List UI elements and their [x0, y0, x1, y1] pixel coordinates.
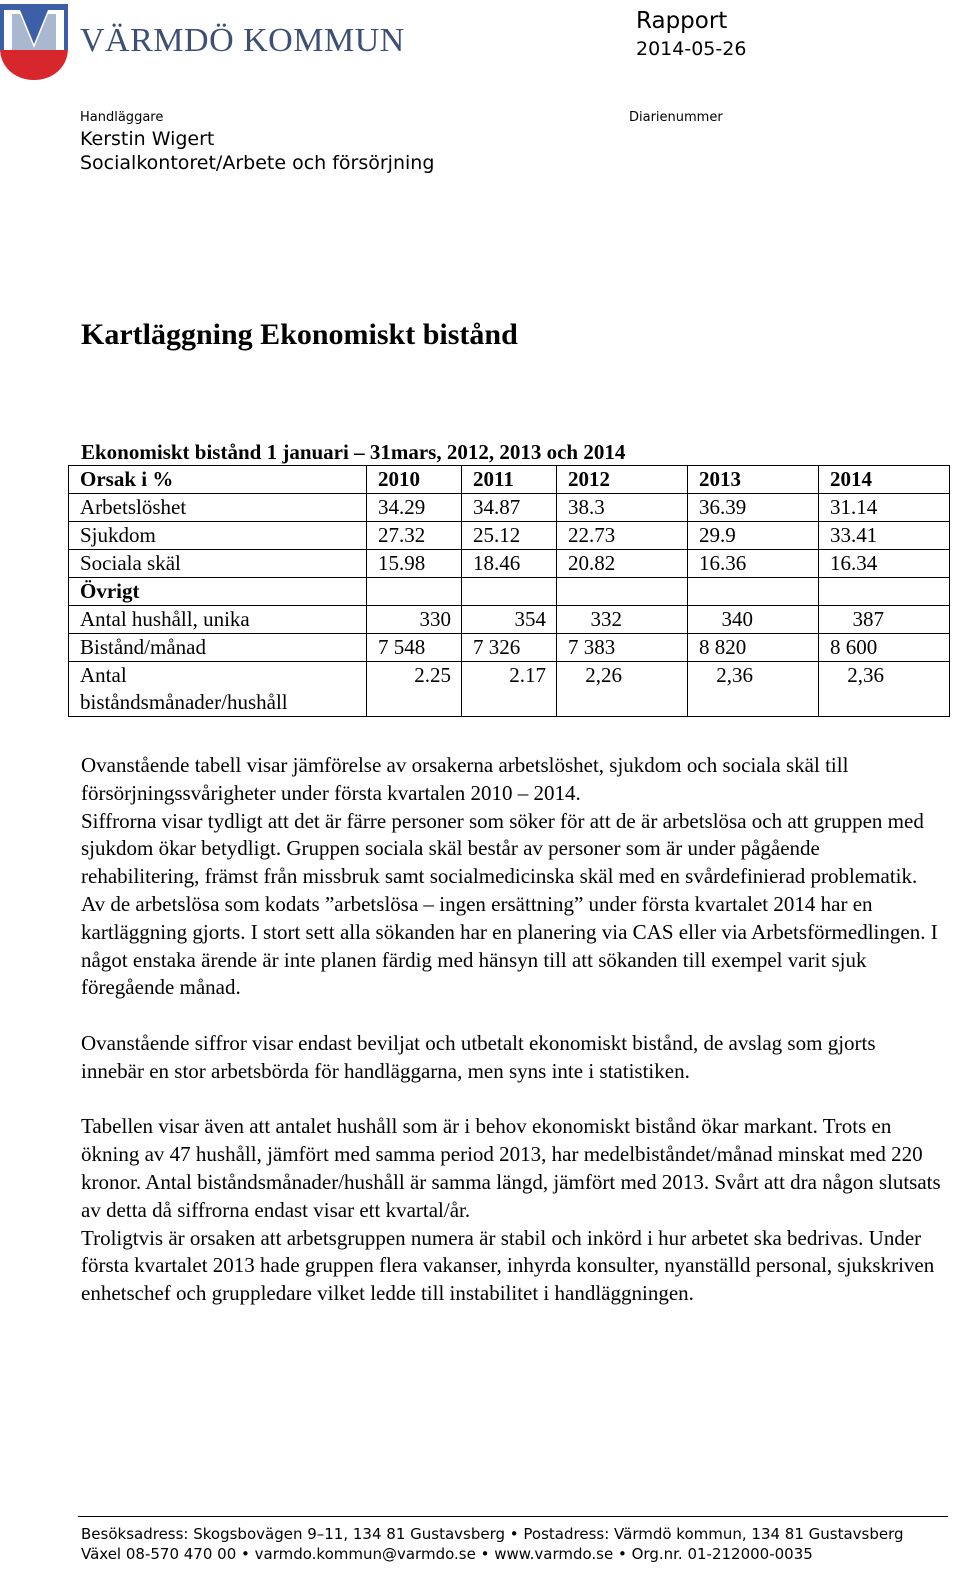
- table-cell: Bistånd/månad: [69, 634, 367, 662]
- table-cell: 15.98: [367, 550, 462, 578]
- table-header-cell: 2011: [462, 466, 557, 494]
- table-header-cell: 2014: [819, 466, 950, 494]
- document-type: Rapport: [636, 8, 728, 34]
- table-header-cell: Orsak i %: [69, 466, 367, 494]
- table-cell: 387: [819, 606, 950, 634]
- body-paragraph: Av de arbetslösa som kodats ”arbetslösa – ingen ersättning” under första kvartalet 2014 har en kartläggning gjorts. I stort sett alla sökanden har en planering via CAS eller via Arbetsförmedlingen. I något enstaka ärende är inte planen färdig med hänsyn till att sökanden till exempel varit sjuk föregående månad.: [81, 891, 938, 1000]
- table-cell: Antal hushåll, unika: [69, 606, 367, 634]
- table-cell: [688, 578, 819, 606]
- table-row: [69, 634, 950, 662]
- report-body: [81, 752, 941, 1308]
- table-cell: 34.29: [367, 494, 462, 522]
- table-cell: 7 548: [367, 634, 462, 662]
- body-paragraph: Tabellen visar även att antalet hushåll som är i behov ekonomiskt bistånd ökar markant. Trots en ökning av 47 hushåll, jämfört med samma period 2013, har medelbiståndet/månad minskat med 220 kronor. Antal biståndsmånader/hushåll är samma längd, jämfört med 2013. Svårt att dra någon slutsats av detta då siffrorna endast visar ett kvartal/år.: [81, 1114, 941, 1222]
- table-cell: 2,36: [819, 662, 950, 717]
- footer-address: Besöksadress: Skogsbovägen 9–11, 134 81 Gustavsberg • Postadress: Värmdö kommun, 134 81 Gustavsberg: [81, 1525, 904, 1543]
- table-cell: [557, 578, 688, 606]
- page-title: Kartläggning Ekonomiskt bistånd: [81, 318, 518, 351]
- document-date: 2014-05-26: [636, 38, 747, 60]
- table-title: Ekonomiskt bistånd 1 januari – 31mars, 2012, 2013 och 2014: [81, 440, 626, 464]
- table-cell: 2,26: [557, 662, 688, 717]
- table-cell: [819, 578, 950, 606]
- table-cell: 354: [462, 606, 557, 634]
- table-row: [69, 606, 950, 634]
- body-paragraph: Troligtvis är orsaken att arbetsgruppen numera är stabil och inkörd i hur arbetet ska bedrivas. Under första kvartalet 2013 hade gruppen flera vakanser, inhyrda konsulter, nyanställd personal, sjukskriven enhetschef och gruppledare vilket ledde till instabilitet i handläggningen.: [81, 1225, 935, 1306]
- table-row: [69, 550, 950, 578]
- table-cell: 25.12: [462, 522, 557, 550]
- table-cell: 8 600: [819, 634, 950, 662]
- table-cell: 20.82: [557, 550, 688, 578]
- table-cell: 330: [367, 606, 462, 634]
- table-header-row: [69, 466, 950, 494]
- handler-unit: Socialkontoret/Arbete och försörjning: [80, 152, 435, 174]
- table-cell: 8 820: [688, 634, 819, 662]
- table-cell: 2.25: [367, 662, 462, 717]
- handler-name: Kerstin Wigert: [80, 128, 215, 150]
- table-header-cell: 2012: [557, 466, 688, 494]
- table-cell: 31.14: [819, 494, 950, 522]
- table-cell: 2,36: [688, 662, 819, 717]
- table-cell: [367, 578, 462, 606]
- table-cell: Sociala skäl: [69, 550, 367, 578]
- table-cell: Antal biståndsmånader/hushåll: [69, 662, 367, 717]
- table-header-cell: 2010: [367, 466, 462, 494]
- footer-contact: Växel 08-570 470 00 • varmdo.kommun@varmdo.se • www.varmdo.se • Org.nr. 01-212000-0035: [81, 1545, 813, 1563]
- table-cell: 22.73: [557, 522, 688, 550]
- table-cell: 7 326: [462, 634, 557, 662]
- table-cell: 18.46: [462, 550, 557, 578]
- table-cell: 16.36: [688, 550, 819, 578]
- table-cell: [462, 578, 557, 606]
- table-cell: 29.9: [688, 522, 819, 550]
- table-row: [69, 662, 950, 717]
- table-cell: Arbetslöshet: [69, 494, 367, 522]
- table-cell: 2.17: [462, 662, 557, 717]
- table-cell: Övrigt: [69, 578, 367, 606]
- handler-label: Handläggare: [80, 110, 164, 125]
- table-cell: 33.41: [819, 522, 950, 550]
- body-paragraph: Ovanstående tabell visar jämförelse av orsakerna arbetslöshet, sjukdom och sociala skäl till försörjningssvårigheter under första kvartalen 2010 – 2014.: [81, 753, 849, 805]
- footer-divider: [78, 1516, 948, 1517]
- body-paragraph: Siffrorna visar tydligt att det är färre personer som söker för att de är arbetslösa och att gruppen med sjukdom ökar betydligt. Gruppen sociala skäl består av personer som är under pågående rehabilitering, främst från missbruk samt socialmedicinska skäl med en svårdefinierad problematik.: [81, 808, 924, 889]
- table-cell: 16.34: [819, 550, 950, 578]
- table-row: [69, 494, 950, 522]
- table-cell: 340: [688, 606, 819, 634]
- diary-number-label: Diarienummer: [629, 110, 723, 125]
- table-cell: Sjukdom: [69, 522, 367, 550]
- table-cell: 332: [557, 606, 688, 634]
- table-cell: 36.39: [688, 494, 819, 522]
- table-row: [69, 522, 950, 550]
- varmdo-kommun-logo: [0, 4, 68, 80]
- table-cell: 7 383: [557, 634, 688, 662]
- org-name: VÄRMDÖ KOMMUN: [80, 22, 405, 59]
- body-paragraph: Ovanstående siffror visar endast beviljat och utbetalt ekonomiskt bistånd, de avslag som gjorts innebär en stor arbetsbörda för handläggarna, men syns inte i statistiken.: [81, 1030, 876, 1083]
- table-cell: 34.87: [462, 494, 557, 522]
- table-header-cell: 2013: [688, 466, 819, 494]
- statistics-table: [68, 465, 950, 717]
- table-cell: 38.3: [557, 494, 688, 522]
- table-cell: 27.32: [367, 522, 462, 550]
- table-row: [69, 578, 950, 606]
